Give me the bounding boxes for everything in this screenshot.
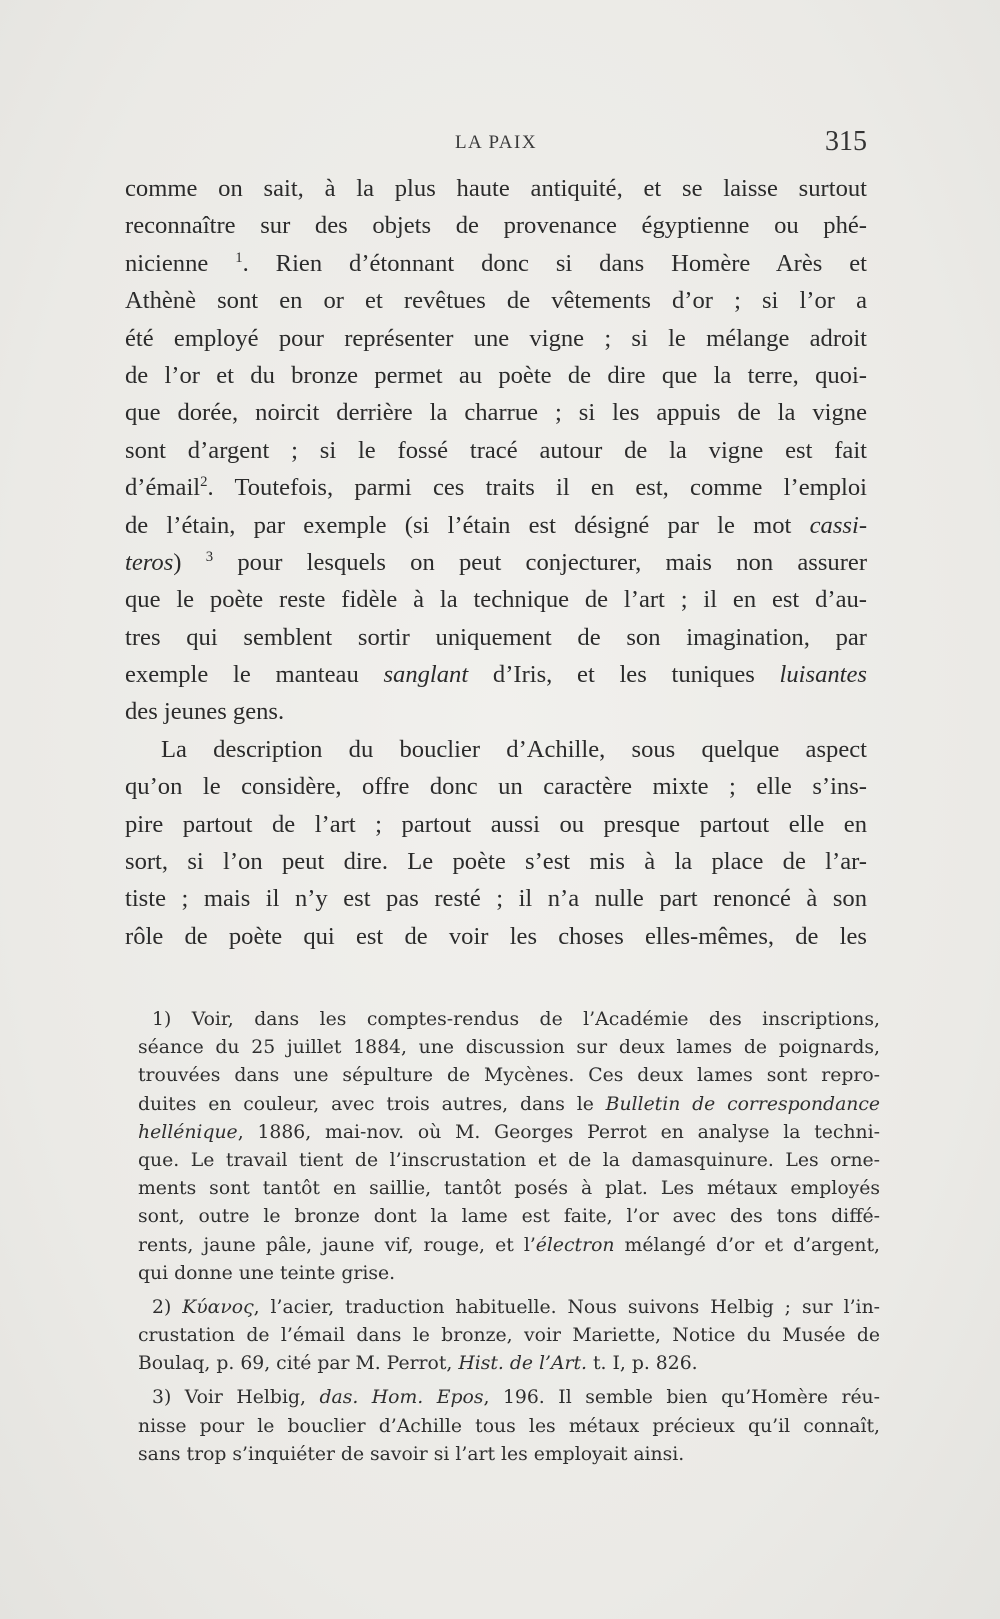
footnote-line: sans trop s’inquiéter de savoir si l’art les employait ainsi.: [138, 1443, 685, 1465]
text-line: sont d’argent ; si le fossé tracé autour de la vigne est fait: [125, 436, 867, 464]
text-run: , 1886, mai-nov. où M. Georges Perrot en analyse la techni-: [237, 1121, 880, 1143]
footnote-line: ments sont tantôt en saillie, tantôt posés à plat. Les métaux employés: [138, 1178, 880, 1200]
footnote-line: [138, 1232, 880, 1260]
text-run: nicienne: [125, 249, 209, 277]
italic-term: électron: [535, 1234, 615, 1256]
text-run: de l’étain, par exemple (si l’étain est désigné par le mot: [125, 511, 792, 539]
italic-title: hellénique: [138, 1121, 238, 1143]
text-line: La description du bouclier d’Achille, sous quelque aspect: [161, 735, 867, 763]
footnote-line: [138, 1294, 880, 1322]
text-run: d’Iris, et les tuniques: [492, 661, 755, 689]
text-line: [125, 469, 867, 506]
text-line: [125, 656, 867, 693]
footnote-line: [138, 1091, 880, 1119]
italic-term: teros: [125, 548, 174, 576]
italic-title: Hist. de l’Art.: [458, 1353, 587, 1375]
running-title: LA PAIX: [454, 132, 538, 153]
text-run: mélangé d’or et d’argent,: [614, 1234, 880, 1256]
footnote-line: [138, 1384, 880, 1412]
text-run: pour lesquels on peut conjecturer, mais non assurer: [237, 548, 868, 576]
text-run: duites en couleur, avec trois autres, dans le: [138, 1093, 594, 1115]
footnote-ref-3: 3: [205, 548, 214, 565]
text-run: d’émail: [125, 474, 201, 502]
text-line: pire partout de l’art ; partout aussi ou presque partout elle en: [125, 810, 867, 838]
footnote-ref-2: 2: [200, 473, 208, 490]
text-line: de l’or et du bronze permet au poète de dire que la terre, quoi-: [125, 361, 867, 389]
text-line: sort, si l’on peut dire. Le poète s’est mis à la place de l’ar-: [125, 848, 867, 876]
text-run: rents, jaune pâle, jaune vif, rouge, et l’: [138, 1234, 536, 1256]
text-line: [125, 245, 867, 282]
footnote-line: nisse pour le bouclier d’Achille tous les métaux précieux qu’il connaît,: [138, 1415, 880, 1437]
footnote-line: que. Le travail tient de l’inscrustation et de la damasquinure. Les orne-: [138, 1149, 880, 1171]
footnote-1: [138, 1006, 880, 1288]
text-line: rôle de poète qui est de voir les choses elles-mêmes, de les: [125, 922, 867, 950]
text-run: exemple le manteau: [125, 661, 359, 689]
footnote-2: [138, 1294, 880, 1379]
text-line: reconnaître sur des objets de provenance égyptienne ou phé-: [125, 212, 867, 240]
text-run: . Rien d’étonnant donc si dans Homère Arès et: [242, 249, 867, 277]
text-run: , 196. Il semble bien qu’Homère réu-: [483, 1387, 880, 1409]
page-number: 315: [825, 126, 867, 157]
text-run: Boulaq, p. 69, cité par M. Perrot,: [138, 1353, 453, 1375]
text-line: des jeunes gens.: [125, 698, 285, 726]
text-run: ): [173, 548, 182, 576]
text-line: que dorée, noircit derrière la charrue ; si les appuis de la vigne: [125, 399, 867, 427]
footnote-line: trouvées dans une sépulture de Mycènes. Ces deux lames sont repro-: [138, 1065, 880, 1087]
footnote-line: séance du 25 juillet 1884, une discussion sur deux lames de poignards,: [138, 1037, 880, 1059]
text-line: tiste ; mais il n’y est pas resté ; il n’a nulle part renoncé à son: [125, 885, 867, 913]
text-line: [125, 544, 867, 581]
footnote-3: [138, 1384, 880, 1469]
text-line: Athènè sont en or et revêtues de vêtements d’or ; si l’or a: [125, 287, 867, 315]
footnote-line: crustation de l’émail dans le bronze, voir Mariette, Notice du Musée de: [138, 1325, 880, 1347]
footnote-line: [138, 1119, 880, 1147]
text-line: qu’on le considère, offre donc un caractère mixte ; elle s’ins-: [125, 773, 867, 801]
footnote-line: sont, outre le bronze dont la lame est faite, l’or avec des tons diffé-: [138, 1206, 880, 1228]
italic-term: cassi-: [809, 511, 868, 539]
text-run: 2): [152, 1296, 183, 1318]
running-head: [125, 126, 867, 160]
italic-title: Bulletin de correspondance: [605, 1093, 880, 1115]
text-run: 3) Voir Helbig,: [152, 1387, 306, 1409]
text-line: tres qui semblent sortir uniquement de son imagination, par: [125, 623, 867, 651]
text-line: [125, 507, 867, 544]
text-run: . Toutefois, parmi ces traits il en est, comme l’emploi: [207, 474, 867, 502]
greek-term: Κύανος: [182, 1296, 254, 1318]
text-line: comme on sait, à la plus haute antiquité, et se laisse surtout: [125, 175, 867, 202]
footnote-line: 1) Voir, dans les comptes-rendus de l’Académie des inscriptions,: [152, 1009, 880, 1030]
italic-term: sanglant: [383, 661, 469, 689]
text-line: été employé pour représenter une vigne ; si le mélange adroit: [125, 324, 867, 352]
text-run: , l’acier, traduction habituelle. Nous suivons Helbig ; sur l’in-: [253, 1296, 881, 1318]
footnote-line: qui donne une teinte grise.: [138, 1262, 396, 1284]
body-text: [125, 170, 867, 955]
italic-term: luisantes: [779, 661, 867, 689]
paragraph-1: [125, 170, 867, 731]
paragraph-2: [125, 731, 867, 955]
footnote-line: [138, 1350, 880, 1378]
footnote-ref-1: 1: [235, 249, 243, 266]
italic-title: das. Hom. Epos: [319, 1387, 484, 1409]
text-run: t. I, p. 826.: [592, 1353, 698, 1375]
footnotes: [138, 1006, 880, 1475]
text-line: que le poète reste fidèle à la technique de l’art ; il en est d’au-: [125, 586, 867, 614]
